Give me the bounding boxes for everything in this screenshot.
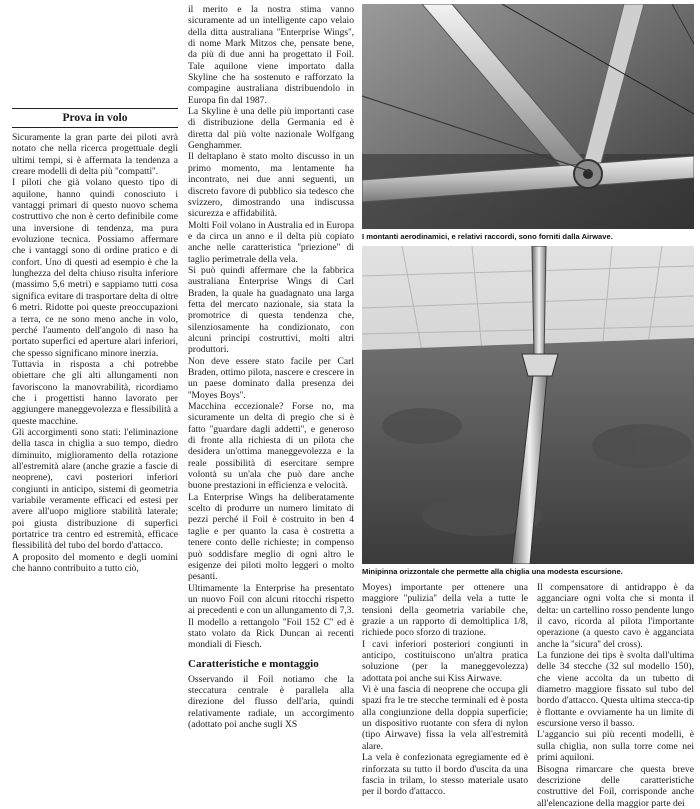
paragraph: I cavi inferiori posteriori congiunti in anticipo, costituiscono un'altra pratica soluzione (per la maneggevolezza) adottata poi anche sui Kiss Airwave. bbox=[362, 638, 528, 684]
paragraph: Moyes) importante per ottenere una maggiore ''pulizia'' della vela a tutte le tensioni della geometria variabile che, grazie a un rapporto di demoltiplica 1/8, richiede poco sforzo di trazione. bbox=[362, 582, 528, 639]
paragraph: Macchina eccezionale? Forse no, ma sicuramente un delta di pregio che si è fatto ''guardare dagli addetti'', e generoso di fronte alla richiesta di un pilota che desidera un'ottima maneggevolezza e la reale possibilità di esercitare sempre volontà su un'ala che può dare anche buone prestazioni in efficienza e velocità. bbox=[188, 401, 354, 492]
photo-struts bbox=[362, 4, 694, 229]
paragraph: La Enterprise Wings ha deliberatamente scelto di produrre un numero limitato di pezzi perché il Foil è costruito in ben 4 taglie e per quanto la casa è costretta a tenere conto delle richieste; in compenso può soddisfare meglio di ogni altro le esigenze dei piloti molto leggeri o molto pesanti. bbox=[188, 491, 354, 583]
paragraph: Sicuramente la gran parte dei piloti avrà notato che nella ricerca progettuale degli ultimi tempi, si è affermata la tendenza a creare modelli di delta più ''compatti''. bbox=[12, 132, 178, 178]
paragraph: Osservando il Foil notiamo che la steccatura centrale è parallela alla direzione del flusso dell'aria, quindi relativamente radiale, un accorgimento (adottato poi anche sugli XS bbox=[188, 673, 354, 730]
paragraph: Il compensatore di antidrappo è da agganciare ogni volta che si monta il delta: un cartellino rosso pendente lungo il cavo, ricorda al pilota l'importante operazione (a questo cavo è agganciata anche la ''sicura'' del cross). bbox=[537, 582, 694, 650]
paragraph: Tuttavia in risposta a chi potrebbe obiettare che gli alti allungamenti non favoriscono la manovrabilità, ricordiamo che i progettisti hanno lavorato per aggiungere maneggevolezza e flessibilità a queste macchine. bbox=[12, 358, 178, 427]
paragraph: Non deve essere stato facile per Carl Braden, ottimo pilota, nascere e crescere in un paese dominato dalla presenza dei ''Moyes Boys''. bbox=[188, 355, 354, 401]
paragraph: Il deltaplano è stato molto discusso in un primo momento, ma lentamente ha incontrato, nei due anni seguenti, un discreto favore di pubblico sia tedesco che svizzero, dimostrando una indiscussa sicurezza e affidabilità. bbox=[188, 151, 354, 220]
paragraph: Si può quindi affermare che la fabbrica australiana Enterprise Wings di Carl Braden, la quale ha guadagnato una larga fetta del mercato nazionale, sia stata la promotrice di questa tendenza che, silenziosamente ha condizionato, con alcuni principi costruttivi, molti altri produttori. bbox=[188, 264, 354, 356]
photo-caption-struts: I montanti aerodinamici, e relativi raccordi, sono forniti dalla Airwave. bbox=[362, 232, 613, 241]
column-3 bbox=[362, 582, 528, 798]
paragraph: A proposito del momento e degli uomini che hanno contribuito a tutto ciò, bbox=[12, 551, 178, 575]
column-2 bbox=[188, 4, 354, 730]
paragraph: il merito e la nostra stima vanno sicuramente ad un intelligente capo velaio della ditta australiana ''Enterprise Wings'', di nome Mark Mitzos che, pensate bene, da più di due anni ha progettato il Foil. Tale aquilone viene importato dalla Skyline che ha sostenuto e rafforzato la compagine australiana distribuendolo in Europa fin dal 1987. bbox=[188, 4, 354, 106]
photo-caption-minifin: Minipinna orizzontale che permette alla chiglia una modesta escursione. bbox=[362, 567, 623, 576]
section-heading-prova-in-volo: Prova in volo bbox=[12, 108, 178, 128]
column-4 bbox=[537, 582, 694, 809]
paragraph: La vela è confezionata egregiamente ed è rinforzata su tutto il bordo d'uscita da una fascia in trilam, lo stesso materiale usato per il bordo d'attacco. bbox=[362, 752, 528, 798]
photo-minifin bbox=[362, 246, 694, 564]
paragraph: Molti Foil volano in Australia ed in Europa e da circa un anno e il delta più copiato anche nelle caratteristica ''priezione'' di taglio perimetrale della vela. bbox=[188, 219, 355, 265]
section-heading-caratteristiche: Caratteristiche e montaggio bbox=[188, 657, 319, 670]
paragraph: Bisogna rimarcare che questa breve descrizione delle caratteristiche costruttive del Foil, corrisponde anche all'elencazione della maggior parte dei bbox=[537, 763, 694, 809]
paragraph: I piloti che già volano questo tipo di aquilone, hanno quindi conosciuto i vantaggi primari di questo nuovo schema costruttivo che non è certo definibile come una inversione di tendenza, ma pura evoluzione tecnica. Possiamo affermare che i vantaggi sono di ordine pratico e di confort. Uno di questi ad esempio è che la lunghezza del delta chiuso risulta inferiore (massimo 5,6 metri) e sappiamo tutti cosa significa evitare di trasportare delta di oltre 6 metri. Ridotte poi queste preoccupazioni a terra, ce ne sono meno anche in volo, perché l'aumento dell'angolo di naso ha portato superfici ed aperture alari inferiori, che spesso significano minore inerzia. bbox=[12, 177, 178, 359]
column-1 bbox=[12, 108, 178, 574]
paragraph: Ultimamente la Enterprise ha presentato un nuovo Foil con alcuni ritocchi rispetto ai precedenti e con un allungamento di 7,3. Il modello a rettangolo ''Foil 152 C'' ed è stato volato da Rick Duncan ai recenti mondiali di Fiesch. bbox=[188, 582, 354, 651]
paragraph: La Skyline è una delle più importanti case di distribuzione della Germania ed è diretta dal più volte nazionale Wolfgang Genghammer. bbox=[188, 106, 354, 152]
paragraph: La funzione dei tips è svolta dall'ultima delle 34 stecche (32 sul modello 150), che viene accolta da un tubetto di diametro maggiore fissato sul tubo del bordo d'attacco. Questa ultima stecca-tip è flottante e ovviamente ha un limite di escursione verso il basso. bbox=[537, 650, 694, 730]
paragraph: Vi è una fascia di neoprene che occupa gli spazi fra le tre stecche terminali ed è posta alla congiunzione della doppia superficie; un dispositivo ruotante con sfera di nylon (tipo Airwave) fissa la vela all'estremità alare. bbox=[362, 684, 528, 752]
paragraph: L'aggancio sui più recenti modelli, è sulla chiglia, non sulla torre come nei primi aquiloni. bbox=[537, 729, 694, 764]
paragraph: Gli accorgimenti sono stati: l'eliminazione della tasca in chiglia a suo tempo, diedro diminuito, miglioramento della rotazione all'estremità alare (anche grazie a fascie di neoprene), cavi posteriori inferiori congiunti in anticipo, sistemi di geometria variabile veramente efficaci ed estesi per avere all'uopo migliore stabilità laterale; poi giusta distribuzione di superfici portatrice tra centro ed estremità, efficace flessibilità del tubo del bordo d'attacco. bbox=[12, 426, 178, 552]
